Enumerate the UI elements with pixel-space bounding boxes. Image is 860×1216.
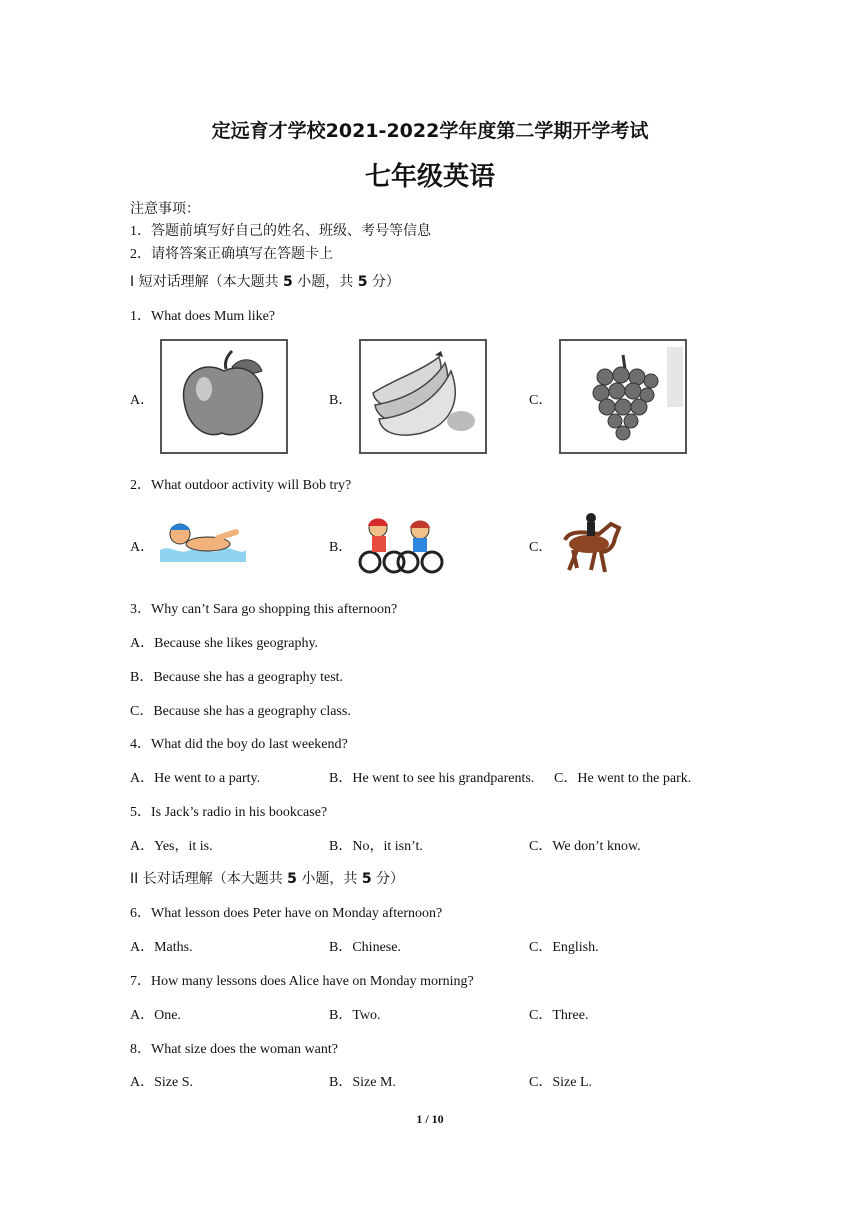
option-1b-label: B．	[329, 393, 353, 408]
apple-image	[160, 339, 288, 454]
option-4b: B．He went to see his grandparents.	[329, 771, 535, 786]
option-6c: C．English.	[529, 940, 599, 955]
question-4: 4．What did the boy do last weekend?	[130, 737, 348, 752]
notice-heading: 注意事项：	[130, 202, 200, 217]
question-5: 5．Is Jack’s radio in his bookcase?	[130, 805, 328, 820]
option-1a-label: A．	[130, 393, 155, 408]
horse-riding-image	[555, 510, 629, 581]
option-8b: B．Size M.	[329, 1075, 396, 1090]
option-2c-label: C．	[529, 540, 553, 555]
option-7a: A．One.	[130, 1008, 181, 1023]
option-5a: A．Yes，it is.	[130, 839, 213, 854]
notice-item-1: 1．答题前填写好自己的姓名、班级、考号等信息	[130, 224, 431, 239]
section-2-title: II 长对话理解（本大题共 5 小题，共 5 分）	[130, 871, 405, 887]
option-3b: B．Because she has a geography test.	[130, 670, 344, 685]
school-exam-title: 定远育才学校2021-2022学年度第二学期开学考试	[211, 120, 649, 142]
option-5c: C．We don’t know.	[529, 839, 641, 854]
grapes-image	[559, 339, 687, 454]
question-2: 2．What outdoor activity will Bob try?	[130, 478, 352, 493]
option-3c: C．Because she has a geography class.	[130, 704, 351, 719]
page-number: 1 / 10	[416, 1112, 444, 1126]
option-2b-label: B．	[329, 540, 353, 555]
option-6a: A．Maths.	[130, 940, 193, 955]
option-7b: B．Two.	[329, 1008, 381, 1023]
bananas-image	[359, 339, 487, 454]
option-4c: C．He went to the park.	[554, 771, 692, 786]
notice-item-2: 2．请将答案正确填写在答题卡上	[130, 247, 333, 262]
cycling-image	[356, 516, 446, 581]
option-2a-label: A．	[130, 540, 155, 555]
question-3: 3．Why can’t Sara go shopping this afternoon?	[130, 602, 398, 617]
option-7c: C．Three.	[529, 1008, 589, 1023]
section-1-title: I 短对话理解（本大题共 5 小题，共 5 分）	[130, 274, 400, 290]
option-5b: B．No，it isn’t.	[329, 839, 423, 854]
question-7: 7．How many lessons does Alice have on Monday morning?	[130, 974, 474, 989]
option-1c-label: C．	[529, 393, 553, 408]
option-8a: A．Size S.	[130, 1075, 193, 1090]
subject-title: 七年级英语	[364, 162, 495, 192]
option-3a: A．Because she likes geography.	[130, 636, 319, 651]
option-4a: A．He went to a party.	[130, 771, 261, 786]
option-8c: C．Size L.	[529, 1075, 592, 1090]
question-6: 6．What lesson does Peter have on Monday afternoon?	[130, 906, 443, 921]
swimming-image	[158, 516, 248, 571]
question-8: 8．What size does the woman want?	[130, 1042, 338, 1057]
option-6b: B．Chinese.	[329, 940, 401, 955]
question-1: 1．What does Mum like?	[130, 309, 276, 324]
